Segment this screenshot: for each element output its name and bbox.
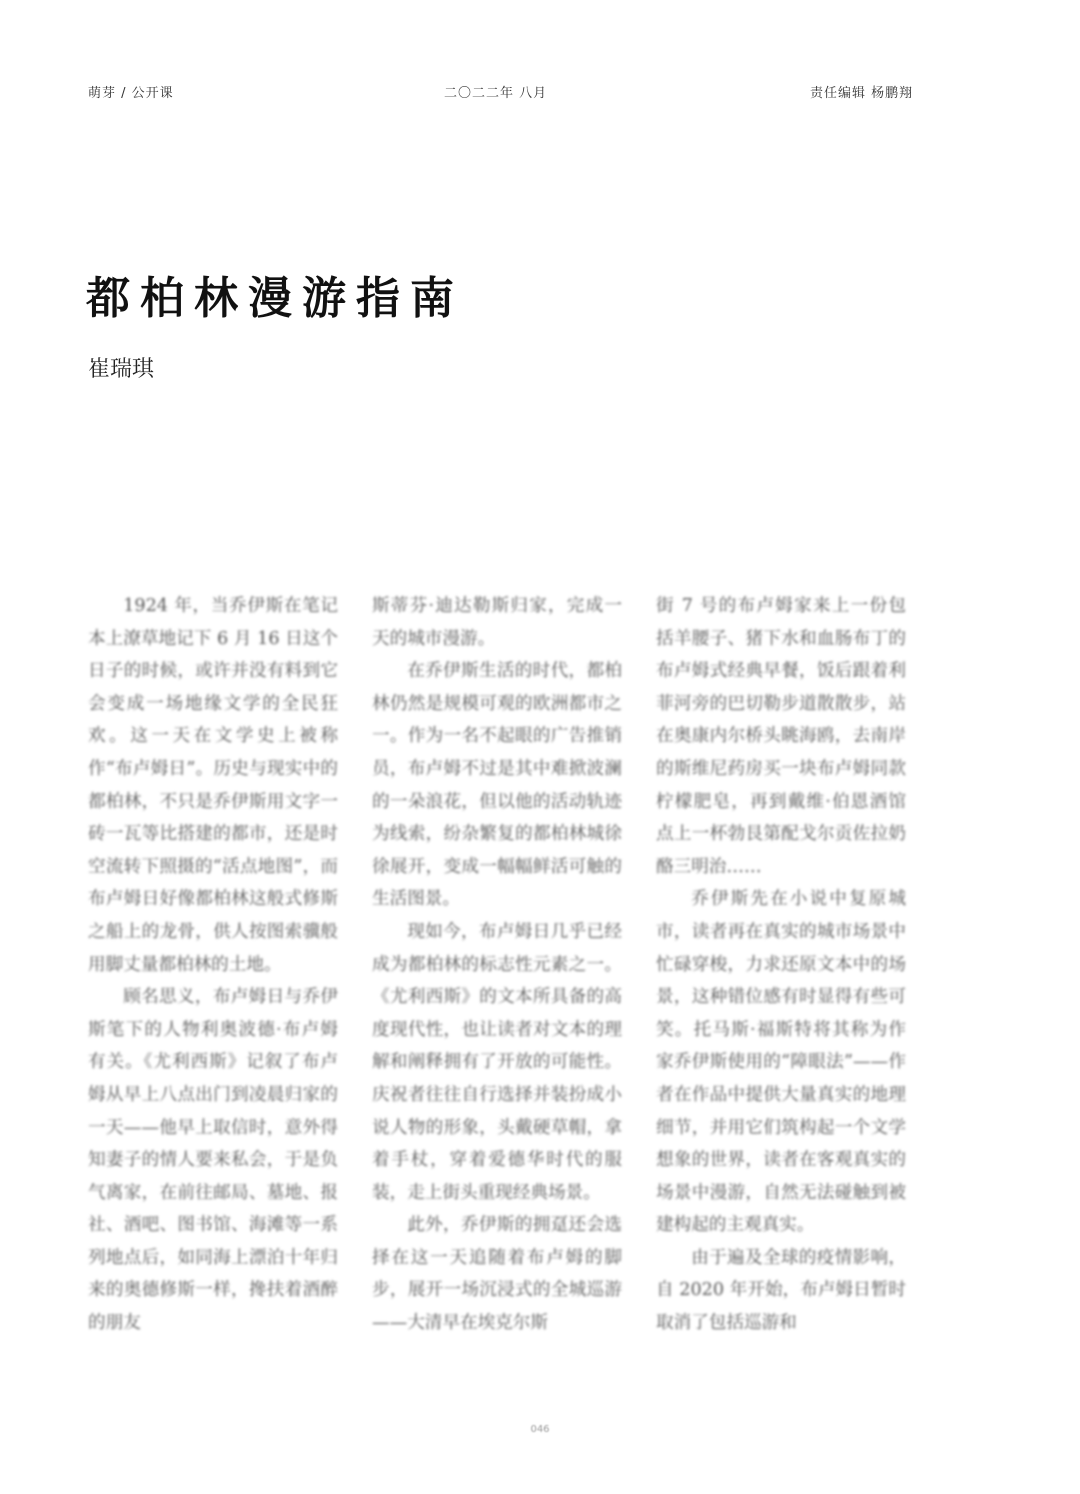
body-column-3: [656, 590, 906, 1340]
running-head-editor: 责任编辑 杨鹏翔: [810, 86, 914, 101]
paragraph-continued: 斯蒂芬·迪达勒斯归家，完成一天的城市漫游。: [372, 596, 622, 649]
page-number: 046: [530, 1424, 550, 1435]
paragraph-continued: 街 7 号的布卢姆家来上一份包括羊腰子、猪下水和血肠布丁的布卢姆式经典早餐，饭后跟着利菲河旁的巴切勒步道散散步，站在奥康内尔桥头眺海鸥，去南岸的斯维尼药房买一块布卢姆同款柠檬肥皂，再到戴维·伯恩酒馆点上一杯勃艮第配戈尔贡佐拉奶酪三明治……: [656, 596, 906, 877]
running-head-section: 萌芽 / 公开课: [88, 86, 174, 101]
article-author: 崔瑞琪: [88, 357, 155, 382]
paragraph: 在乔伊斯生活的时代，都柏林仍然是规模可观的欧洲都市之一。作为一名不起眼的广告推销员，布卢姆不过是其中难掀波澜的一朵浪花，但以他的活动轨迹为线索，纷杂繁复的都柏林城徐徐展开，变成一幅幅鲜活可触的生活图景。: [372, 661, 622, 910]
running-head-date: 二〇二二年 八月: [444, 86, 548, 101]
body-column-1: [88, 590, 338, 1340]
paragraph: 1924 年，当乔伊斯在笔记本上潦草地记下 6 月 16 日这个日子的时候，或许并没有料到它会变成一场地缘文学的全民狂欢。这一天在文学史上被称作“布卢姆日”。历史与现实中的都柏林，不只是乔伊斯用文字一砖一瓦等比搭建的都市，还是时空流转下照摄的“活点地图”，而布卢姆日好像都柏林这般式修斯之船上的龙骨，供人按图索骥般用脚丈量都柏林的土地。: [88, 596, 338, 975]
article-title: 都柏林漫游指南: [86, 273, 464, 324]
paragraph: 乔伊斯先在小说中复原城市，读者再在真实的城市场景中忙碌穿梭，力求还原文本中的场景，这种错位感有时显得有些可笑。托马斯·福斯特将其称为作家乔伊斯使用的“障眼法”——作者在作品中提供大量真实的地理细节，并用它们筑构起一个文学想象的世界，读者在客观真实的场景中漫游，自然无法碰触到被建构起的主观真实。: [656, 889, 906, 1236]
body-column-2: [372, 590, 622, 1340]
paragraph: 现如今，布卢姆日几乎已经成为都柏林的标志性元素之一。《尤利西斯》的文本所具备的高度现代性，也让读者对文本的理解和阐释拥有了开放的可能性。庆祝者往往自行选择并装扮成小说人物的形象，头戴硬草帽，拿着手杖，穿着爱德华时代的服装，走上街头重现经典场景。: [372, 921, 622, 1203]
paragraph: 顾名思义，布卢姆日与乔伊斯笔下的人物利奥波德·布卢姆有关。《尤利西斯》记叙了布卢姆从早上八点出门到凌晨归家的一天——他早上取信时，意外得知妻子的情人要来私会，于是负气离家，在前往邮局、墓地、报社、酒吧、图书馆、海滩等一系列地点后，如同海上漂泊十年归来的奥德修斯一样，搀扶着酒醉的朋友: [88, 987, 338, 1334]
paragraph: 此外，乔伊斯的拥趸还会选择在这一天追随着布卢姆的脚步，展开一场沉浸式的全城巡游——大清早在埃克尔斯: [372, 1215, 622, 1334]
paragraph: 由于遍及全球的疫情影响，自 2020 年开始，布卢姆日暂时取消了包括巡游和: [656, 1247, 906, 1334]
